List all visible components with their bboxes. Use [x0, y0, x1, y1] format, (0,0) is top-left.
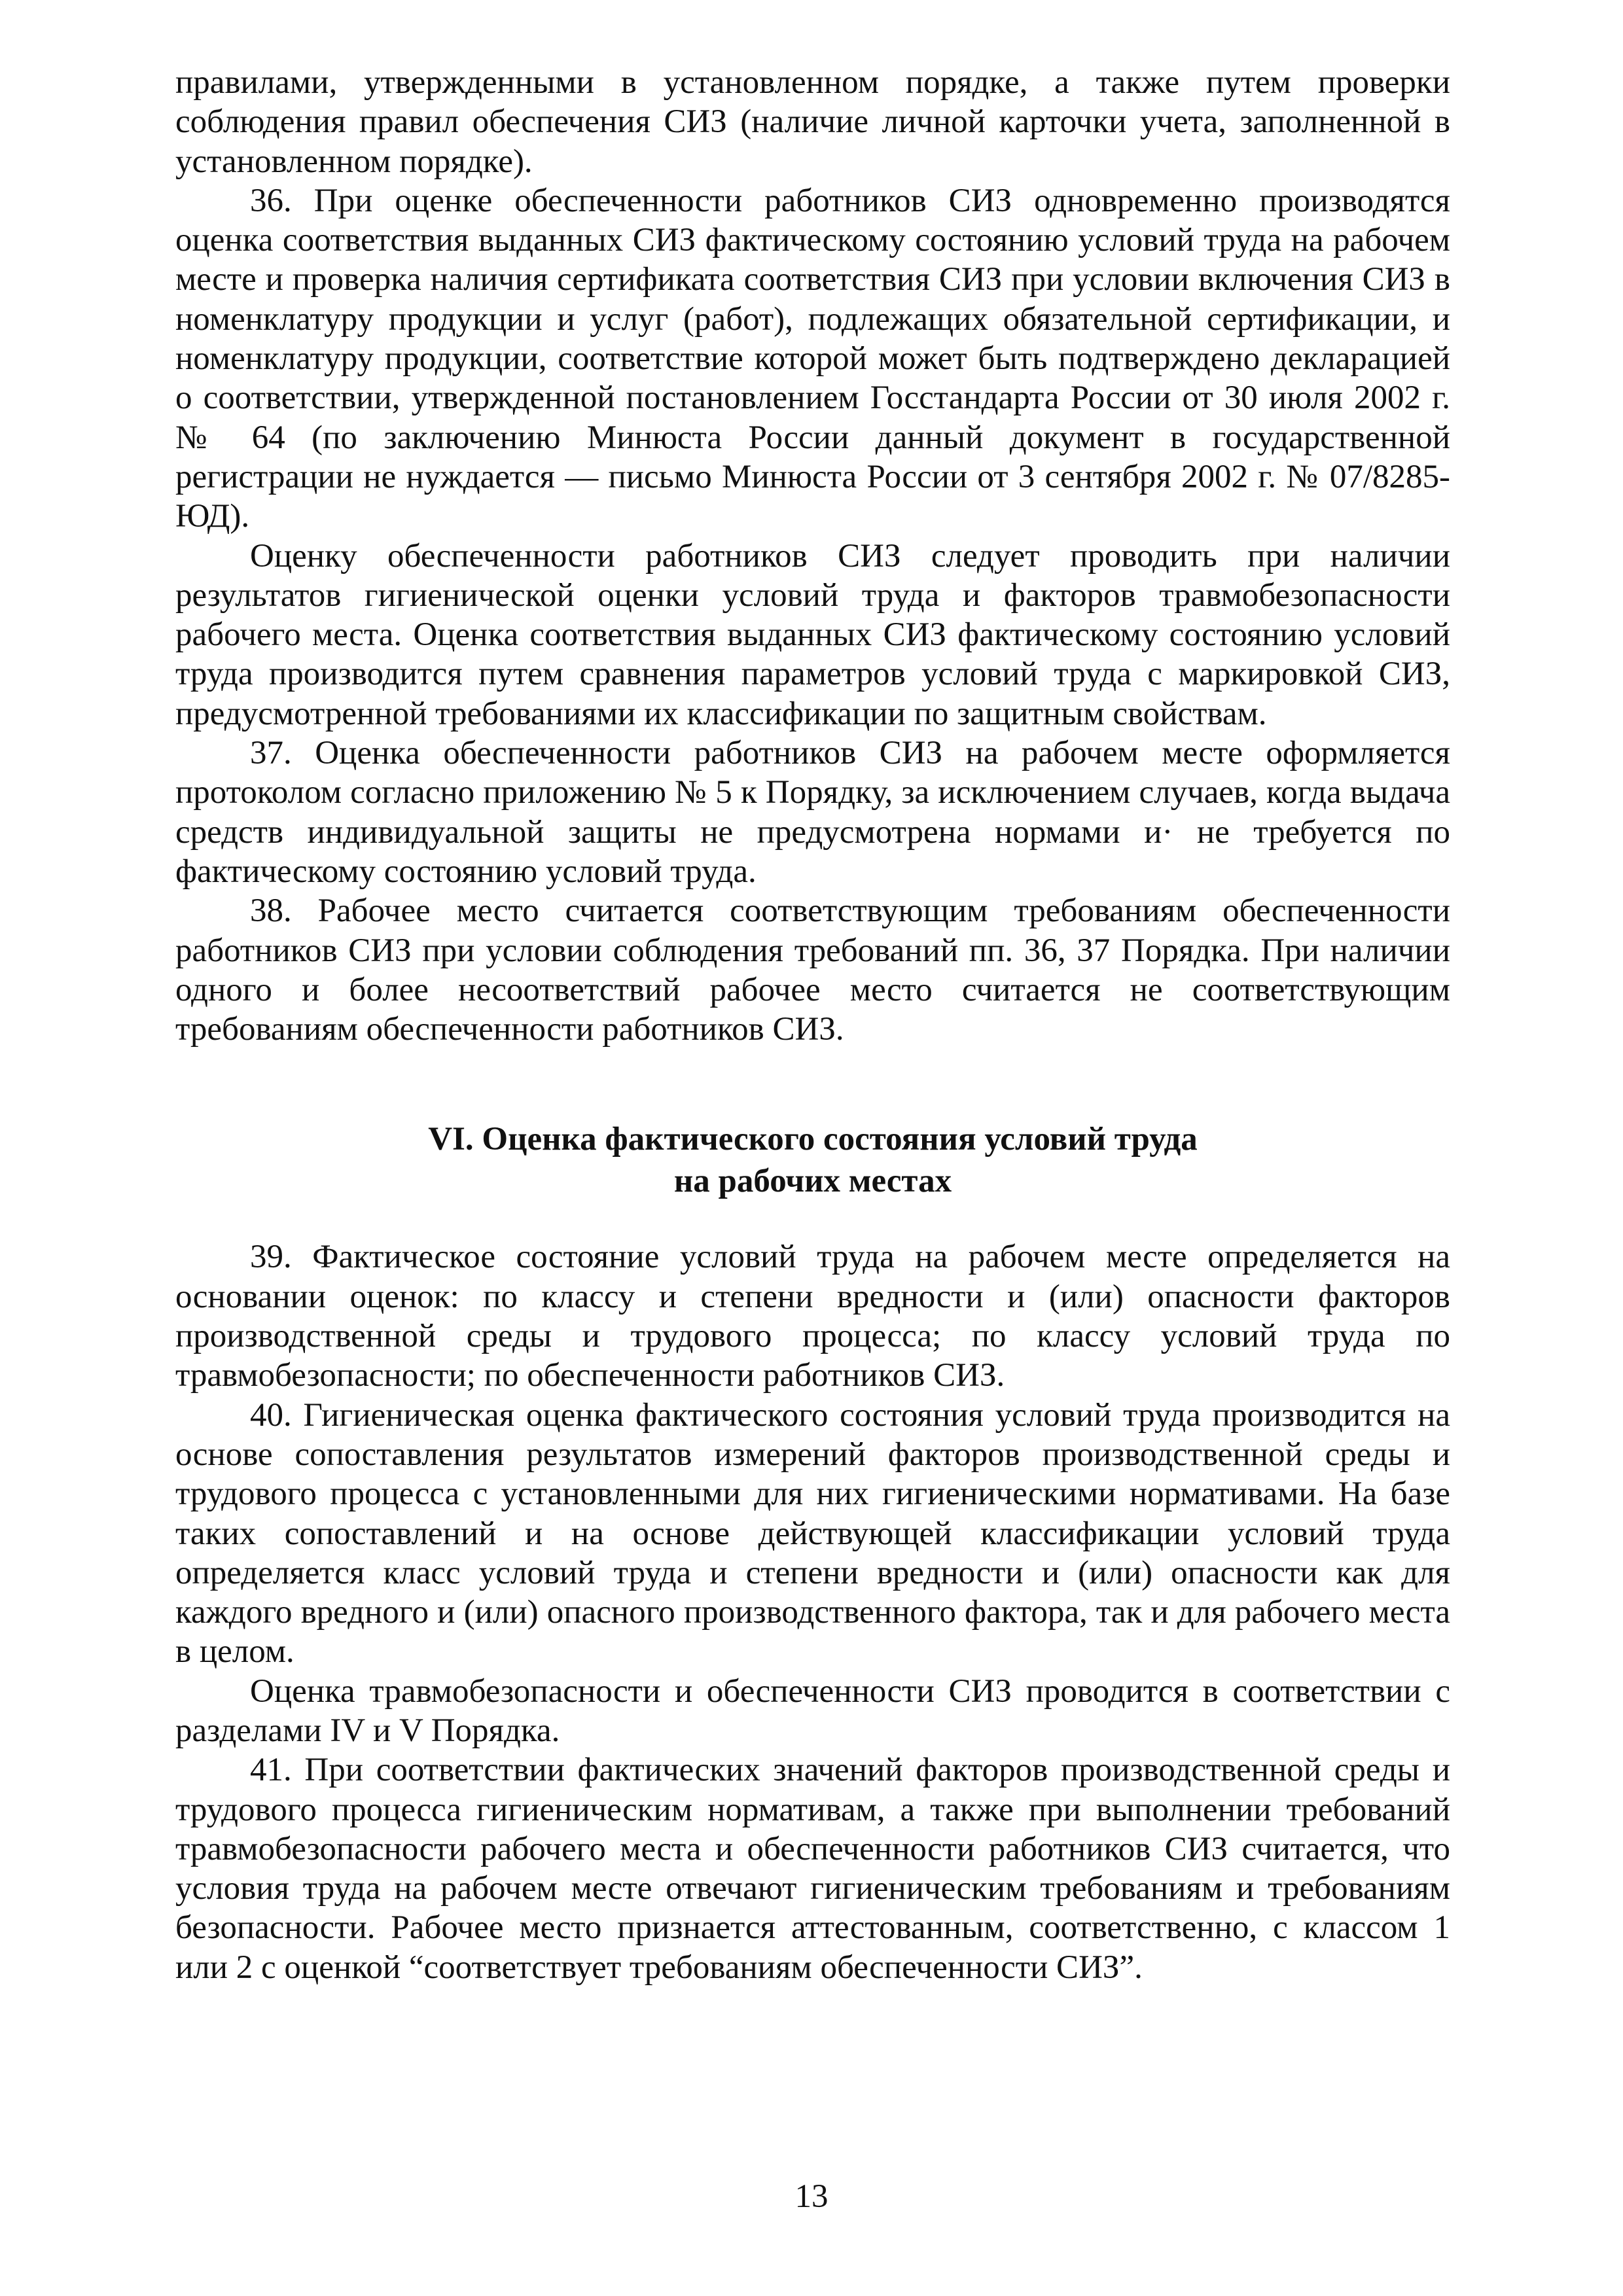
paragraph-40-continued: Оценка травмобезопасности и обеспеченности СИЗ проводится в соответствии с разделами IV и V Порядка.	[175, 1672, 1450, 1749]
paragraph-37: 37. Оценка обеспеченности работников СИЗ на рабочем месте оформляется протоколом согласно приложению № 5 к Порядку, за исключением случаев, когда выдача средств индивидуальной защиты не предусмотрена нормами и· не требуется по фактическому состоянию условий труда.	[175, 735, 1450, 890]
paragraph-36: 36. При оценке обеспеченности работников СИЗ одновременно производятся оценка соответствия выданных СИЗ фактическому состоянию условий труда на рабочем месте и проверка наличия сертификата соответствия СИЗ при условии включения СИЗ в номенклатуру продукции и услуг (работ), подлежащих обязательной сертификации, и номенклатуру продукции, соответствие которой может быть подтверждено декларацией о соответствии, утвержденной постановлением Госстандарта России от 30 июля 2002 г. № 64 (по заключению Минюста России данный документ в государственной регистрации не нуждается — письмо Минюста России от 3 сентября 2002 г. № 07/8285-ЮД).	[175, 182, 1450, 535]
paragraph-40: 40. Гигиеническая оценка фактического состояния условий труда производится на основе сопоставления результатов измерений факторов производственной среды и трудового процесса с установленными для них гигиеническими нормативами. На базе таких сопоставлений и на основе действующей классификации условий труда определяется класс условий труда и степени вредности и (или) опасности как для каждого вредного и (или) опасного производственного фактора, так и для рабочего места в целом.	[175, 1396, 1450, 1670]
paragraph-39: 39. Фактическое состояние условий труда на рабочем месте определяется на основании оценок: по классу и степени вредности и (или) опасности факторов производственной среды и трудового процесса; по классу условий труда по травмобезопасности; по обеспеченности работников СИЗ.	[175, 1239, 1450, 1394]
paragraph-41: 41. При соответствии фактических значений факторов производственной среды и трудового процесса гигиеническим нормативам, а также при выполнении требований травмобезопасности рабочего места и обеспеченности работников СИЗ считается, что условия труда на рабочем месте отвечают гигиеническим требованиям и требованиям безопасности. Рабочее место признается аттестованным, соответственно, с классом 1 или 2 с оценкой “соответствует требованиям обеспеченности СИЗ”.	[175, 1752, 1450, 1986]
section-heading-line-2: на рабочих местах	[673, 1163, 952, 1200]
paragraph-36-continued: Оценку обеспеченности работников СИЗ следует проводить при наличии результатов гигиенической оценки условий труда и факторов травмобезопасности рабочего места. Оценка соответствия выданных СИЗ фактическому состоянию условий труда производится путем сравнения параметров условий труда с маркировкой СИЗ, предусмотренной требованиями их классификации по защитным свойствам.	[175, 537, 1450, 732]
document-page	[175, 63, 1450, 1987]
paragraph-38: 38. Рабочее место считается соответствующим требованиям обеспеченности работников СИЗ при условии соблюдения требований пп. 36, 37 Порядка. При наличии одного и более несоответствий рабочее место считается не соответствующим требованиям обеспеченности работников СИЗ.	[175, 892, 1450, 1048]
page-number: 13	[794, 2178, 829, 2215]
section-heading	[175, 1118, 1450, 1202]
paragraph-continuation: правилами, утвержденными в установленном порядке, а также путем проверки соблюдения правил обеспечения СИЗ (наличие личной карточки учета, заполненной в установленном порядке).	[175, 64, 1450, 180]
section-heading-line-1: VI. Оценка фактического состояния условий труда	[428, 1121, 1198, 1158]
